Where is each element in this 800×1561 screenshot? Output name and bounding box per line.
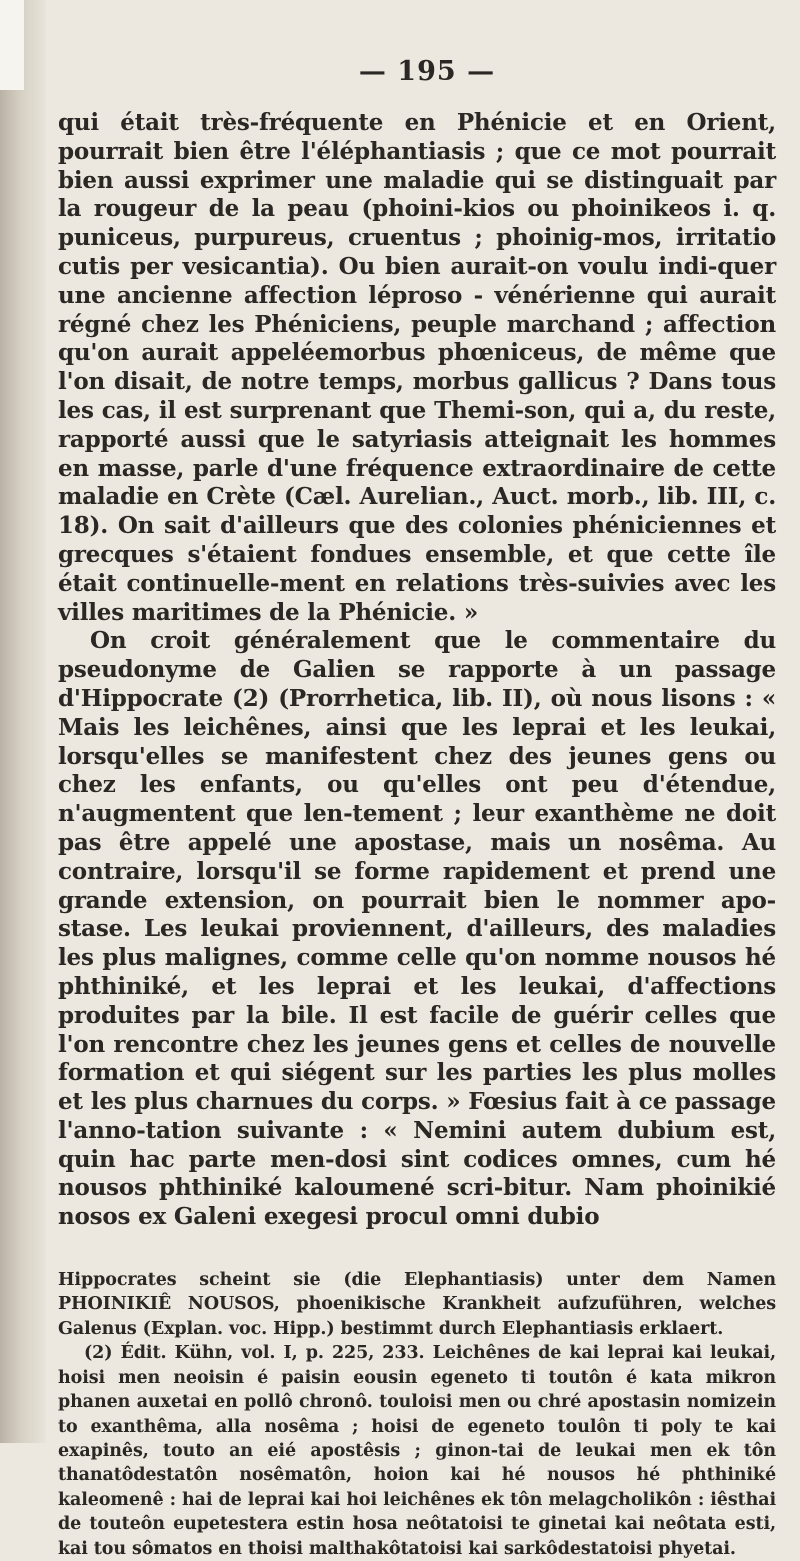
book-page bbox=[58, 56, 776, 1561]
footnote-continuation: Hippocrates scheint sie (die Elephantiasis) unter dem Namen PHOINIKIÊ NOUSOS, phoenikische Krankheit aufzuführen, welches Galenus (Explan. voc. Hipp.) bestimmt durch Elephantiasis erklaert. bbox=[58, 1270, 776, 1339]
page-edge-shadow bbox=[0, 0, 46, 1443]
footnotes bbox=[58, 1268, 776, 1561]
body-paragraph-1: qui était très-fréquente en Phénicie et en Orient, pourrait bien être l'éléphantiasis ; que ce mot pourrait bien aussi exprimer une maladie qui se distinguait par la rougeur de la peau (phoini-kios ou phoinikeos i. q. puniceus, purpureus, cruentus ; phoinig-mos, irritatio cutis per vesicantia). Ou bien aurait-on voulu indi-quer une ancienne affection léproso - vénérienne qui aurait régné chez les Phéniciens, peuple marchand ; affection qu'on aurait appeléemorbus phœniceus, de même que l'on disait, de notre temps, morbus gallicus ? Dans tous les cas, il est surprenant que Themi-son, qui a, du reste, rapporté aussi que le satyriasis atteignait les hommes en masse, parle d'une fréquence extraordinaire de cette maladie en Crète (Cæl. Aurelian., Auct. morb., lib. III, c. 18). On sait d'ailleurs que des colonies phéniciennes et grecques s'étaient fondues ensemble, et que cette île était continuelle-ment en relations très-suivies avec les villes maritimes de la Phénicie. » bbox=[58, 109, 776, 626]
page-number: — 195 — bbox=[358, 56, 496, 87]
main-text bbox=[58, 109, 776, 1232]
footnote-2: (2) Édit. Kühn, vol. I, p. 225, 233. Leichênes de kai leprai kai leukai, hoisi men neoisin é paisin eousin egeneto ti toutôn é kata mikron phanen auxetai en pollô chronô. touloisi men ou chré apostasin nomizein to exanthêma, alla nosêma ; hoisi de egeneto toulôn ti poly te kai exapinês, touto an eié apostêsis ; ginon-tai de leukai men ek tôn thanatôdestatôn nosêmatôn, hoion kai hé nousos hé phthiniké kaleomenê : hai de leprai kai hoi leichênes ek tôn melagcholikôn : iêsthai de touteôn eupetestera estin hosa neôtatoisi te ginetai kai neôtata esti, kai tou sômatos en thoisi malthakôtatoisi kai sarkôdestatoisi phyetai. bbox=[58, 1343, 776, 1559]
body-paragraph-2: On croit généralement que le commentaire du pseudonyme de Galien se rapporte à un passage d'Hippocrate (2) (Prorrhetica, lib. II), où nous lisons : « Mais les leichênes, ainsi que les leprai et les leukai, lorsqu'elles se manifestent chez des jeunes gens ou chez les enfants, ou qu'elles ont peu d'étendue, n'augmentent que len-tement ; leur exanthème ne doit pas être appelé une apostase, mais un nosêma. Au contraire, lorsqu'il se forme rapidement et prend une grande extension, on pourrait bien le nommer apo-stase. Les leukai proviennent, d'ailleurs, des maladies les plus malignes, comme celle qu'on nomme nousos hé phthiniké, et les leprai et les leukai, d'affections produites par la bile. Il est facile de guérir celles que l'on rencontre chez les jeunes gens et celles de nouvelle formation et qui siégent sur les parties les plus molles et les plus charnues du corps. » Fœsius fait à ce passage l'anno-tation suivante : « Nemini autem dubium est, quin hac parte men-dosi sint codices omnes, cum hé nousos phthiniké kaloumené scri-bitur. Nam phoinikié nosos ex Galeni exegesi procul omni dubio bbox=[58, 627, 776, 1231]
